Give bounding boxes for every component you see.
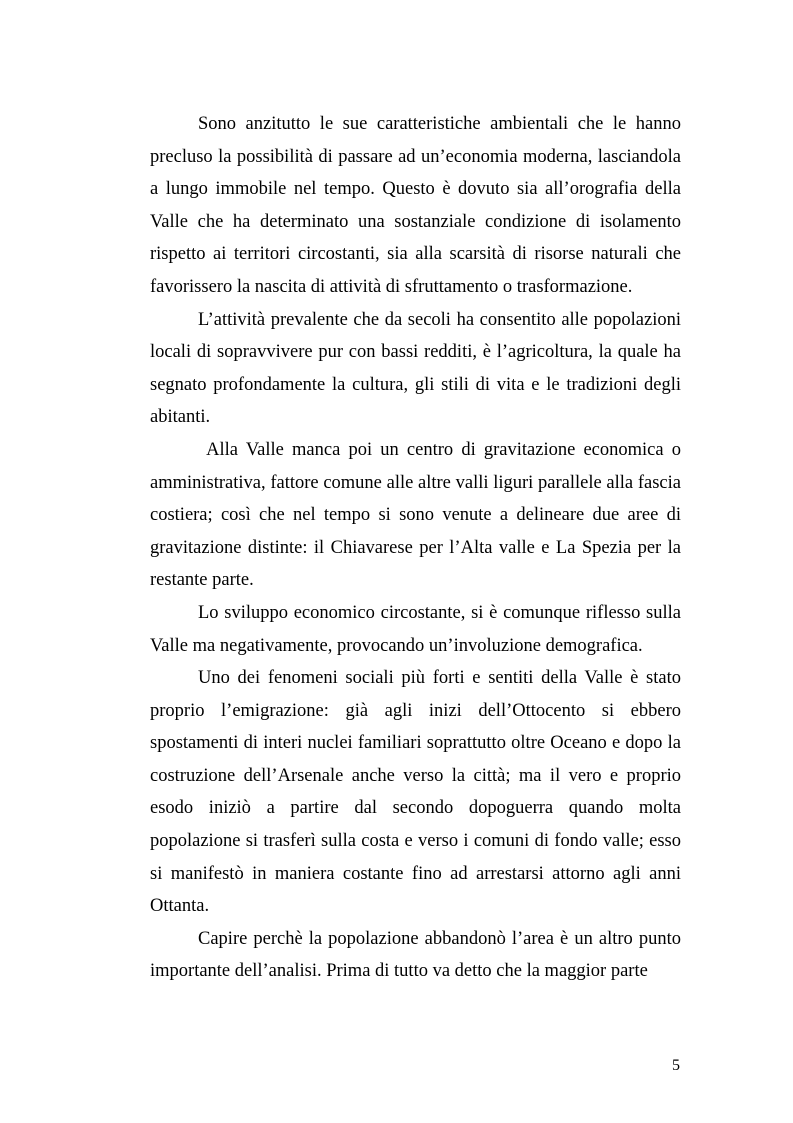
paragraph-gravitation: Alla Valle manca poi un centro di gravitazione economica o amministrativa, fattore comune alle altre valli liguri parallele alla fascia costiera; così che nel tempo si sono venute a delineare due aree di gravitazione distinte: il Chiavarese per l’Alta valle e La Spezia per la restante parte. <box>150 439 686 591</box>
paragraph-agriculture: L’attività prevalente che da secoli ha consentito alle popolazioni locali di sopravvivere pur con bassi redditi, è l’agricoltura, la quale ha segnato profondamente la cultura, gli stili di vita e le tradizioni degli abitanti. <box>150 309 681 428</box>
paragraph-economic-development: Lo sviluppo economico circostante, si è comunque riflesso sulla Valle ma negativamente, provocando un’involuzione demografica. <box>150 602 681 656</box>
paragraph-emigration: Uno dei fenomeni sociali più forti e sentiti della Valle è stato proprio l’emigrazione: già agli inizi dell’Ottocento si ebbero spostamenti di interi nuclei familiari soprattutto oltre Oceano e dopo la costruzione dell’Arsenale anche verso la città; ma il vero e proprio esodo iniziò a partire dal secondo dopoguerra quando molta popolazione si trasferì sulla costa e verso i comuni di fondo valle; esso si manifestò in maniera costante fino ad arrestarsi attorno agli anni Ottanta. <box>150 668 681 917</box>
paragraph-environment: Sono anzitutto le sue caratteristiche ambientali che le hanno precluso la possibilità di passare ad un’economia moderna, lasciandola a lungo immobile nel tempo. Questo è dovuto sia all’orografia della Valle che ha determinato una sostanziale condizione di isolamento rispetto ai territori circostanti, sia alla scarsità di risorse naturali che favorissero la nascita di attività di sfruttamento o trasformazione. <box>150 114 681 297</box>
paragraph-abandonment: Capire perchè la popolazione abbandonò l’area è un altro punto importante dell’analisi. Prima di tutto va detto che la maggior parte <box>150 928 681 982</box>
page-number: 5 <box>672 1057 680 1074</box>
body-text <box>150 108 686 988</box>
